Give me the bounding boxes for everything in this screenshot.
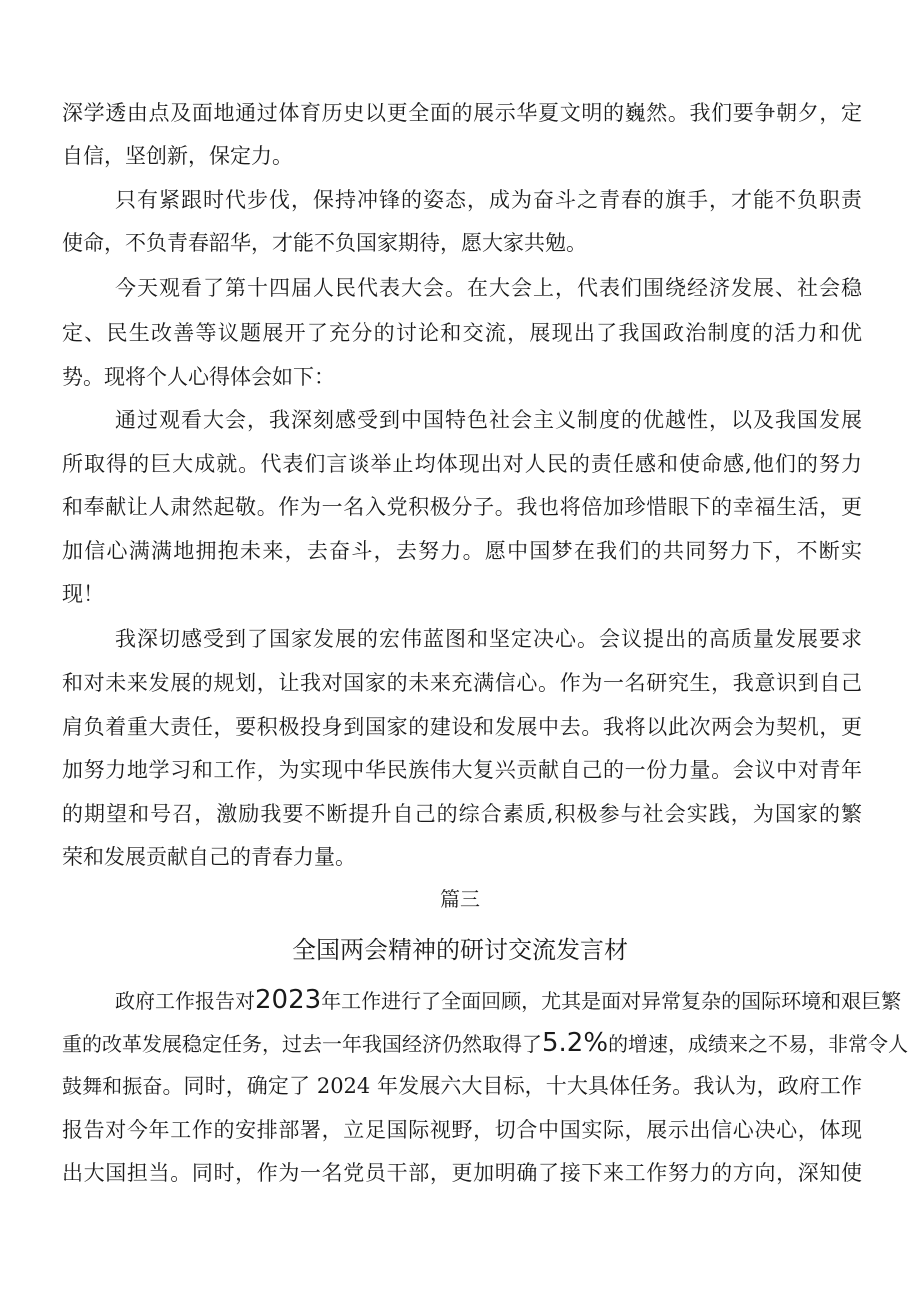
paragraph-6-line-1: [115, 985, 902, 1016]
paragraph-3-line-1: 今天观看了第十四届人民代表大会。在大会上，代表们围绕经济发展、社会稳: [115, 276, 862, 300]
paragraph-6-line-1-part-a: 政府工作报告对: [115, 989, 255, 1013]
paragraph-4-line-4: 加信心满满地拥抱未来，去奋斗，去努力。愿中国梦在我们的共同努力下，不断实: [62, 539, 862, 563]
paragraph-4-line-2: 所取得的巨大成就。代表们言谈举止均体现出对人民的责任感和使命感,他们的努力: [62, 452, 862, 476]
section-label: 篇三: [440, 887, 480, 911]
paragraph-4-line-5: 现！: [62, 582, 104, 606]
paragraph-6-line-3-part-a: 鼓舞和振奋: [62, 1074, 163, 1098]
paragraph-5-line-4: 加努力地学习和工作，为实现中华民族伟大复兴贡献自己的一份力量。会议中对青年: [62, 758, 862, 782]
paragraph-2-line-2: 使命，不负青春韶华，才能不负国家期待，愿大家共勉。: [62, 231, 587, 255]
growth-rate: 5.2%: [542, 1028, 609, 1058]
paragraph-6-line-4: 报告对今年工作的安排部署，立足国际视野，切合中国实际，展示出信心决心，体现: [62, 1118, 862, 1142]
year-2023: 2023: [255, 985, 322, 1015]
paragraph-4-line-1: 通过观看大会，我深刻感受到中国特色社会主义制度的优越性，以及我国发展: [115, 408, 862, 432]
paragraph-5-line-1: 我深切感受到了国家发展的宏伟蓝图和坚定决心。会议提出的高质量发展要求: [115, 627, 862, 651]
paragraph-6-line-2: [62, 1028, 909, 1059]
paragraph-3-line-2: 定、民生改善等议题展开了充分的讨论和交流，展现出了我国政治制度的活力和优: [62, 321, 862, 345]
paragraph-4-line-3: 和奉献让人肃然起敬。作为一名入党积极分子。我也将倍加珍惜眼下的幸福生活，更: [62, 495, 862, 519]
paragraph-5-line-5: 的期望和号召，激励我要不断提升自己的综合素质,积极参与社会实践，为国家的繁: [62, 802, 862, 826]
paragraph-5-line-6: 荣和发展贡献自己的青春力量。: [62, 845, 356, 869]
paragraph-2-line-1: 只有紧跟时代步伐，保持冲锋的姿态，成为奋斗之青春的旗手，才能不负职责: [115, 188, 862, 212]
paragraph-1-line-2: 自信，坚创新，保定力。: [62, 144, 293, 168]
paragraph-1-line-1: 深学透由点及面地通过体育历史以更全面的展示华夏文明的巍然。我们要争朝夕，定: [62, 101, 862, 125]
paragraph-6-line-2-part-b: 的增速，成绩来之不易，非常令人: [608, 1032, 909, 1056]
paragraph-6-line-2-part-a: 重的改革发展稳定任务，过去一年我国经济仍然取得了: [62, 1032, 542, 1056]
paragraph-5-line-2: 和对未来发展的规划，让我对国家的未来充满信心。作为一名研究生，我意识到自己: [62, 671, 862, 695]
paragraph-5-line-3: 肩负着重大责任，要积极投身到国家的建设和发展中去。我将以此次两会为契机，更: [62, 715, 862, 739]
section-title: 全国两会精神的研讨交流发言材: [292, 936, 628, 964]
paragraph-6-line-1-part-b: 年工作进行了全面回顾，尤其是面对异常复杂的国际环境和艰巨繁: [321, 989, 902, 1013]
paragraph-6-line-3-part-b: 。同时，确定了 2024 年发展六大目标，十大具体任务。我认为，政府工作: [162, 1074, 863, 1098]
paragraph-6-line-5: 出大国担当。同时，作为一名党员干部，更加明确了接下来工作努力的方向，深知使: [62, 1161, 862, 1185]
paragraph-6-line-3: [62, 1071, 862, 1101]
paragraph-3-line-3: 势。现将个人心得体会如下：: [62, 365, 335, 389]
